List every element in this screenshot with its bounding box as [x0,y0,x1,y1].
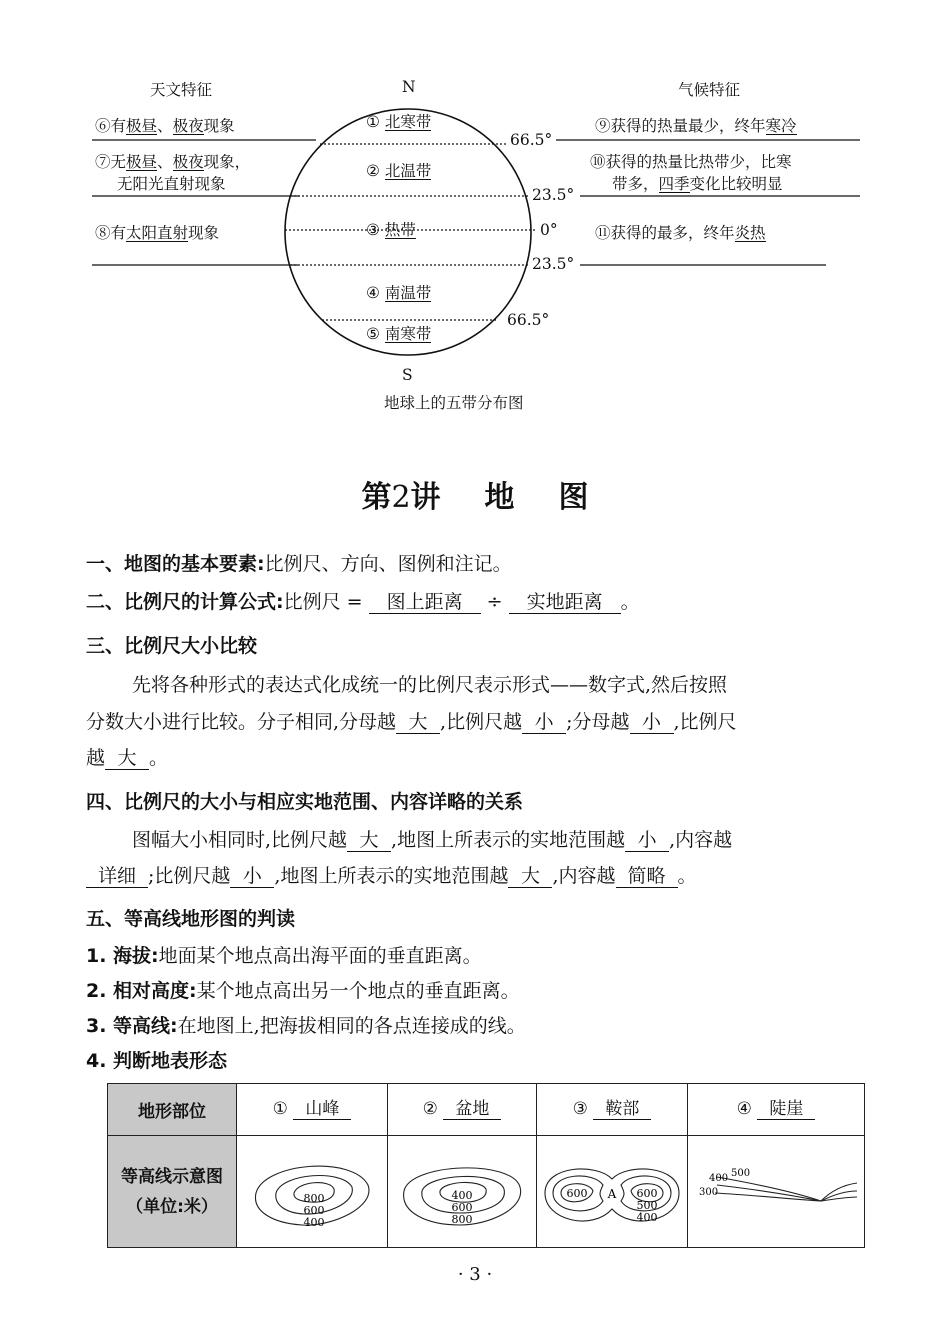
blank-climate-11: 炎热 [734,224,766,242]
saddle-label-600-right: 600 [636,1186,658,1200]
section-2: 二、比例尺的计算公式:比例尺 = 图上距离 ÷ 实地距离 。 [86,591,640,613]
zone-2: ② 北温带 [366,162,432,180]
feature-7-line2: 无阳光直射现象 [117,175,226,193]
peak-label-800: 800 [303,1191,325,1205]
basin-label-600: 600 [451,1200,473,1214]
cliff-label-500: 500 [731,1167,751,1179]
cliff-label-400: 400 [709,1172,729,1184]
cliff-label-300: 300 [699,1186,719,1198]
section-1: 一、地图的基本要素:比例尺、方向、图例和注记。 [86,553,512,575]
diagram-caption: 地球上的五带分布图 [384,394,524,412]
saddle-point-a: A [607,1186,617,1201]
blank-s4-3: 详细 [86,867,148,888]
blank-s3-1: 大 [396,713,440,734]
climate-11: ⑪获得的最多，终年炎热 [595,224,766,242]
table-header-contour: 等高线示意图 （单位:米） [108,1136,237,1248]
saddle-label-600-left: 600 [566,1186,588,1200]
cliff-contour-drawing [691,1145,861,1235]
section-5-item-3: 3. 等高线:在地图上,把海拔相同的各点连接成的线。 [86,1015,526,1037]
zone-1: ① 北寒带 [366,113,432,131]
section-4-heading: 四、比例尺的大小与相应实地范围、内容详略的关系 [86,791,524,813]
blank-s3-4: 大 [105,749,149,770]
saddle-contour-drawing [539,1145,685,1235]
section-3-line1: 先将各种形式的表达式化成统一的比例尺表示形式——数字式,然后按照 [132,674,728,696]
section-5-item-4: 4. 判断地表形态 [86,1050,228,1072]
blank-s3-3: 小 [630,713,674,734]
feature-8: ⑧有太阳直射现象 [95,224,220,242]
table-row-labels [108,1084,865,1136]
zone-3: ③ 热带 [366,221,416,239]
saddle-label-500: 500 [636,1198,658,1212]
lat-label-23s: 23.5° [532,255,575,273]
section-3-line2: 分数大小进行比较。分子相同,分母越 大 ,比例尺越 小 ;分母越 小 ,比例尺 [86,711,737,733]
section-3-heading: 三、比例尺大小比较 [86,635,258,657]
blank-s3-2: 小 [522,713,566,734]
table-cell-label-4: ④ 陡崖 [688,1084,865,1136]
north-label: N [402,78,416,96]
blank-feature-7a: 极昼 [126,153,158,171]
peak-contour-drawing [242,1145,382,1235]
contour-peak [237,1136,388,1248]
section-4-line2: 详细 ;比例尺越 小 ,地图上所表示的实地范围越 大 ,内容越 简略 。 [86,858,697,894]
blank-real-distance: 实地距离 [509,593,621,614]
south-label: S [402,366,413,384]
basin-contour-drawing [392,1145,532,1235]
earth-zones-figure [0,0,950,420]
section-1-heading: 一、地图的基本要素: [86,553,265,575]
section-3-line3: 越 大 。 [86,747,169,769]
contour-basin [388,1136,537,1248]
table-cell-label-3: ③ 鞍部 [537,1084,688,1136]
blank-climate-10: 四季 [658,175,690,193]
blank-feature-6b: 极夜 [172,117,204,135]
zone-5: ⑤ 南寒带 [366,325,432,343]
feature-7: ⑦无极昼、极夜现象， [95,153,251,171]
lecture-title: 第2讲 地 图 [361,480,589,515]
saddle-label-400: 400 [636,1210,658,1224]
blank-s4-4: 小 [230,867,274,888]
peak-label-400: 400 [303,1215,325,1229]
table-cell-label-1: ① 山峰 [237,1084,388,1136]
section-5-item-2: 2. 相对高度:某个地点高出另一个地点的垂直距离。 [86,980,520,1002]
section-2-heading: 二、比例尺的计算公式: [86,591,284,613]
peak-label-600: 600 [303,1203,325,1217]
blank-s4-6: 简略 [616,867,678,888]
left-header: 天文特征 [150,81,213,99]
section-5-item-1: 1. 海拔:地面某个地点高出海平面的垂直距离。 [86,945,482,967]
climate-10-line2: 带多，四季变化比较明显 [612,175,783,193]
blank-climate-9: 寒冷 [765,117,797,135]
climate-10: ⑩获得的热量比热带少，比寒 [590,153,792,171]
lat-label-66n: 66.5° [510,131,553,149]
section-4-line1: 图幅大小相同时,比例尺越 大 ,地图上所表示的实地范围越 小 ,内容越 [132,829,733,851]
blank-map-distance: 图上距离 [369,593,481,614]
blank-feature-7b: 极夜 [172,153,204,171]
basin-label-400: 400 [451,1188,473,1202]
table-row-contours [108,1136,865,1248]
blank-feature-6a: 极昼 [126,117,158,135]
blank-s4-1: 大 [347,831,391,852]
contour-cliff [688,1136,865,1248]
right-header: 气候特征 [678,81,741,99]
blank-feature-8: 太阳直射 [126,224,189,242]
lat-label-66s: 66.5° [507,311,550,329]
lat-label-0: 0° [540,221,558,239]
blank-s4-2: 小 [625,831,669,852]
zone-4: ④ 南温带 [366,284,432,302]
lat-label-23n: 23.5° [532,186,575,204]
table-header-landform: 地形部位 [108,1084,237,1136]
section-5-heading: 五、等高线地形图的判读 [86,908,296,930]
table-cell-label-2: ② 盆地 [388,1084,537,1136]
feature-6: ⑥有极昼、极夜现象 [95,117,235,135]
landform-table [107,1083,865,1248]
climate-9: ⑨获得的热量最少，终年寒冷 [595,117,797,135]
contour-saddle [537,1136,688,1248]
blank-s4-5: 大 [508,867,552,888]
page-number: · 3 · [457,1264,493,1285]
basin-label-800: 800 [451,1212,473,1226]
